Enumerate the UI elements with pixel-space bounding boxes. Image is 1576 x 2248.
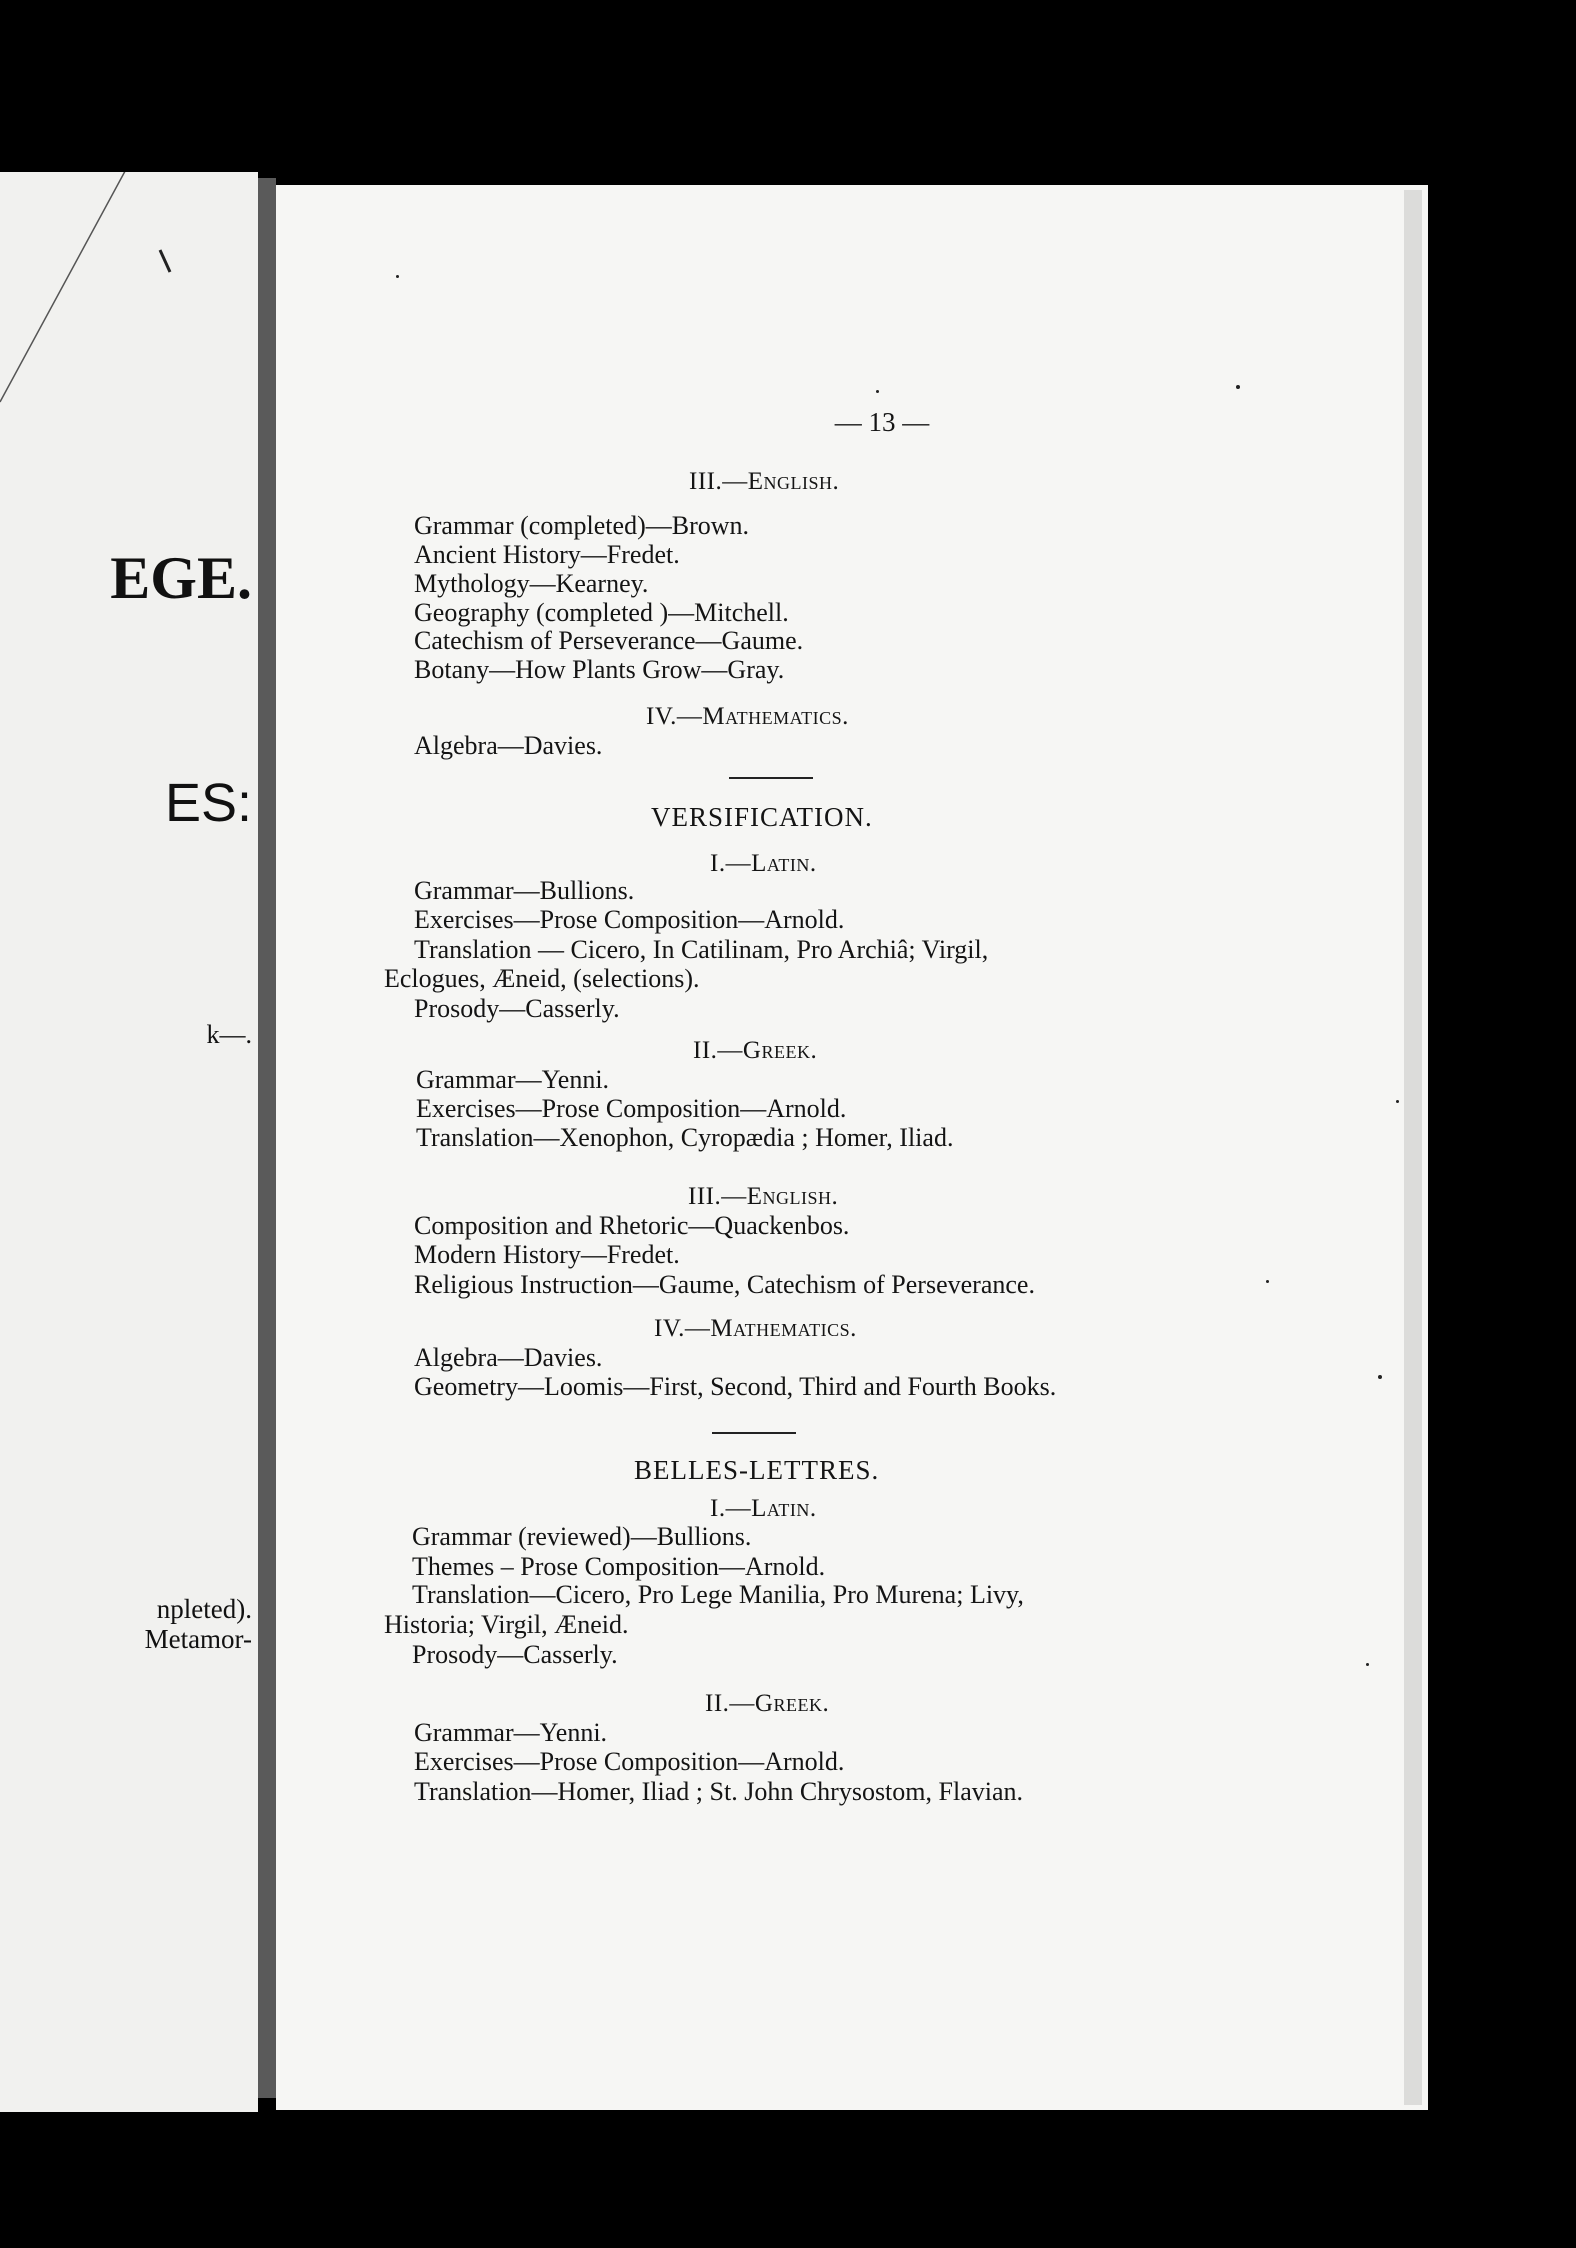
course-line: Geometry—Loomis—First, Second, Third and Fourth Books.: [414, 1372, 1057, 1401]
course-line: Grammar—Yenni.: [414, 1718, 608, 1747]
scan-speck: [1378, 1375, 1382, 1379]
document-page: [276, 185, 1428, 2110]
course-line: Grammar (completed)—Brown.: [414, 511, 750, 540]
subject-heading: III.—English.: [689, 468, 840, 495]
subject-heading: III.—English.: [688, 1183, 839, 1210]
course-line: Prosody—Casserly.: [412, 1640, 618, 1669]
left-page-fragment: npleted).: [156, 1594, 252, 1624]
section-rule: [729, 777, 813, 779]
section-rule: [712, 1432, 796, 1434]
course-line: Modern History—Fredet.: [414, 1240, 680, 1269]
scan-speck: [396, 275, 399, 278]
course-line: Grammar—Bullions.: [414, 876, 635, 905]
course-line: Prosody—Casserly.: [414, 994, 620, 1023]
section-title: BELLES-LETTRES.: [634, 1455, 880, 1485]
left-page-fragment: k—.: [206, 1020, 252, 1049]
course-line: Algebra—Davies.: [414, 1343, 603, 1372]
course-line: Mythology—Kearney.: [414, 569, 649, 598]
scan-speck: [876, 390, 879, 393]
course-line: Translation — Cicero, In Catilinam, Pro Archiâ; Virgil,: [414, 935, 989, 964]
page-number: — 13 —: [834, 407, 930, 437]
course-line: Exercises—Prose Composition—Arnold.: [414, 905, 845, 934]
left-page: [0, 172, 258, 2112]
course-line: Grammar (reviewed)—Bullions.: [412, 1522, 752, 1551]
course-line: Geography (completed )—Mitchell.: [414, 598, 789, 627]
left-page-fragment: EGE.: [110, 545, 252, 611]
course-line: Translation—Xenophon, Cyropædia ; Homer, Iliad.: [416, 1123, 954, 1152]
scan-speck: [1266, 1280, 1269, 1283]
subject-heading: I.—Latin.: [710, 850, 817, 877]
course-line: Botany—How Plants Grow—Gray.: [414, 655, 785, 684]
page-content: [276, 185, 1428, 2110]
subject-heading: IV.—Mathematics.: [654, 1315, 857, 1342]
course-line: Historia; Virgil, Æneid.: [384, 1610, 629, 1639]
scan-speck: [1366, 1663, 1369, 1666]
course-line: Eclogues, Æneid, (selections).: [384, 964, 700, 993]
section-title: VERSIFICATION.: [651, 802, 873, 832]
course-line: Algebra—Davies.: [414, 731, 603, 760]
course-line: Grammar—Yenni.: [416, 1065, 610, 1094]
course-line: Themes – Prose Composition—Arnold.: [412, 1552, 826, 1581]
book-spine: [258, 178, 276, 2098]
page-edge: [1404, 190, 1422, 2105]
course-line: Exercises—Prose Composition—Arnold.: [414, 1747, 845, 1776]
course-line: Ancient History—Fredet.: [414, 540, 680, 569]
scan-speck: [1396, 1100, 1399, 1103]
course-line: Translation—Cicero, Pro Lege Manilia, Pro Murena; Livy,: [412, 1580, 1024, 1609]
course-line: Catechism of Perseverance—Gaume.: [414, 626, 804, 655]
pen-stroke: [0, 172, 258, 572]
course-line: Exercises—Prose Composition—Arnold.: [416, 1094, 847, 1123]
scan-speck: [1236, 385, 1240, 389]
left-page-fragment: ES:: [164, 773, 252, 833]
subject-heading: II.—Greek.: [705, 1690, 830, 1717]
course-line: Translation—Homer, Iliad ; St. John Chrysostom, Flavian.: [414, 1777, 1023, 1806]
left-page-fragment: Metamor-: [144, 1624, 252, 1654]
subject-heading: IV.—Mathematics.: [646, 703, 849, 730]
subject-heading: I.—Latin.: [710, 1495, 817, 1522]
subject-heading: II.—Greek.: [693, 1037, 818, 1064]
course-line: Religious Instruction—Gaume, Catechism of Perseverance.: [414, 1270, 1035, 1299]
course-line: Composition and Rhetoric—Quackenbos.: [414, 1211, 850, 1240]
